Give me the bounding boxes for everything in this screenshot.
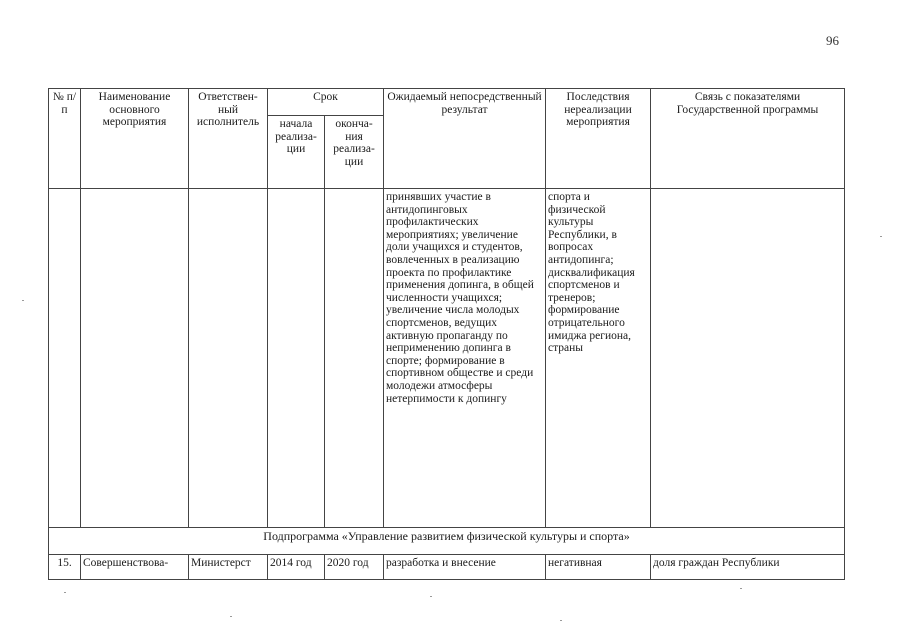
table-row bbox=[49, 189, 845, 528]
scan-speck bbox=[430, 596, 432, 597]
cell-expected-result: принявших участие в антидопинговых профилактических мероприятиях; увеличение доли учащихся и студентов, вовлеченных в реализацию проекта по профилактике применения допинга, в общей численности учащихся; увеличение числа молодых спортсменов, ведущих активную пропаганду по неприменению допинга в спорте; формирование в спортивном обществе и среди молодежи атмосферы нетерпимости к допингу bbox=[384, 189, 546, 528]
header-consequences: Последствия нереализации мероприятия bbox=[546, 89, 651, 189]
scan-speck bbox=[740, 588, 742, 589]
subprogram-title: Подпрограмма «Управление развитием физической культуры и спорта» bbox=[49, 528, 845, 555]
scan-speck bbox=[22, 300, 24, 301]
cell-name: Совершенствова- bbox=[81, 555, 189, 580]
table-row bbox=[49, 555, 845, 580]
header-term: Срок bbox=[268, 89, 384, 116]
cell-consequences: негативная bbox=[546, 555, 651, 580]
header-end: оконча-ния реализа-ции bbox=[325, 116, 384, 189]
page-number: 96 bbox=[826, 33, 839, 48]
header-responsible: Ответствен-ный исполнитель bbox=[189, 89, 268, 189]
cell-start bbox=[268, 189, 325, 528]
cell-num: 15. bbox=[49, 555, 81, 580]
scan-speck bbox=[560, 620, 562, 621]
cell-link bbox=[651, 189, 845, 528]
scan-speck bbox=[230, 616, 232, 617]
header-expected: Ожидаемый непосредственный результат bbox=[384, 89, 546, 189]
cell-end bbox=[325, 189, 384, 528]
cell-responsible: Министерст bbox=[189, 555, 268, 580]
header-name: Наименование основного мероприятия bbox=[81, 89, 189, 189]
header-start: начала реализа-ции bbox=[268, 116, 325, 189]
cell-name bbox=[81, 189, 189, 528]
scan-speck bbox=[64, 592, 66, 593]
cell-end: 2020 год bbox=[325, 555, 384, 580]
program-table bbox=[48, 88, 845, 580]
cell-num bbox=[49, 189, 81, 528]
cell-expected-result: разработка и внесение bbox=[384, 555, 546, 580]
header-row bbox=[49, 89, 845, 116]
cell-start: 2014 год bbox=[268, 555, 325, 580]
cell-consequences: спорта и физической культуры Республики, в вопросах антидопинга; дисквалификация спортсменов и тренеров; формирование отрицательного имиджа региона, страны bbox=[546, 189, 651, 528]
scan-speck bbox=[880, 236, 882, 237]
header-num: № п/п bbox=[49, 89, 81, 189]
subprogram-row bbox=[49, 528, 845, 555]
header-link: Связь с показателями Государственной программы bbox=[651, 89, 845, 189]
cell-responsible bbox=[189, 189, 268, 528]
cell-link: доля граждан Республики bbox=[651, 555, 845, 580]
